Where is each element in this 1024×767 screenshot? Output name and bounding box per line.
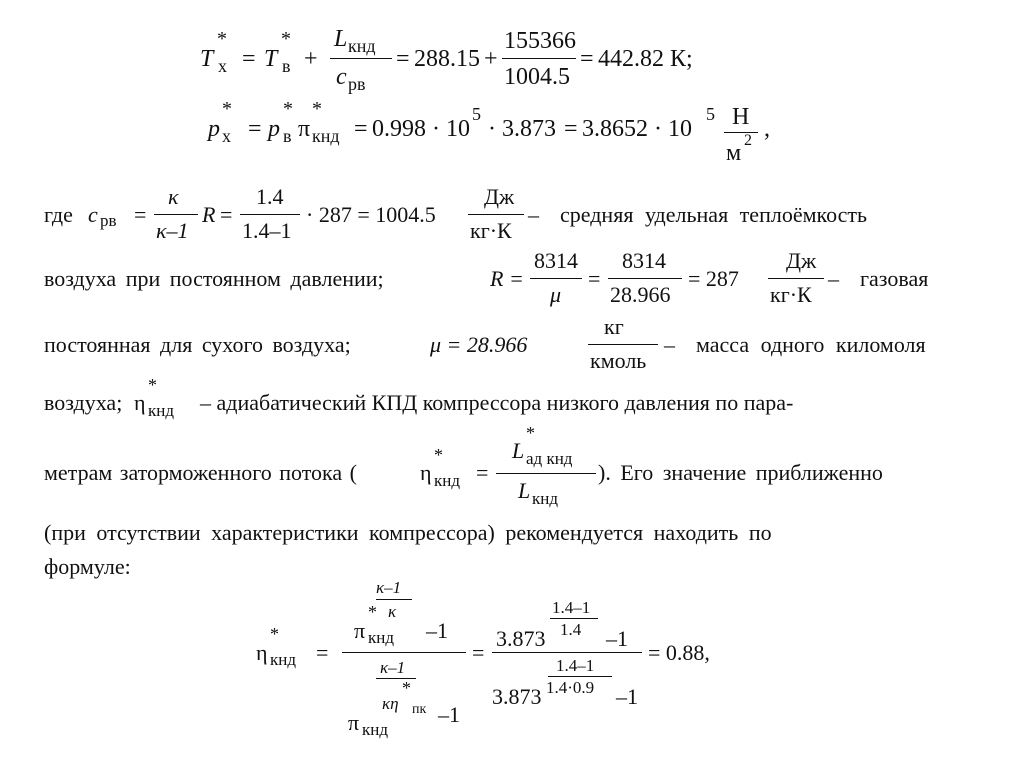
ff-pi2-star: *: [402, 678, 411, 698]
eq-r2: =: [588, 266, 601, 291]
ff-eta-star: *: [270, 624, 279, 644]
tx-val1: 288.15: [414, 46, 480, 72]
tx-rhs-star: *: [281, 28, 291, 50]
px-unit-den: м: [726, 140, 742, 166]
tx-eq3: =: [580, 46, 594, 72]
ff-v-exp2-den: 1.4·0.9: [546, 678, 595, 697]
dash-3: –: [664, 332, 675, 357]
R-sym: R: [202, 202, 216, 227]
tx-frac-bar2: [502, 58, 576, 59]
tx-frac-bar1: [330, 58, 392, 59]
ff-exp2-num: κ–1: [380, 658, 406, 677]
ff-eq2: =: [472, 640, 485, 665]
r-den2: 28.966: [610, 282, 671, 307]
unit-kgk: кг·К: [470, 218, 512, 243]
L-knd: L: [518, 478, 531, 503]
r-val: = 287: [688, 266, 739, 291]
ff-val2: 3.873: [492, 684, 542, 709]
unit-kg: кг: [604, 314, 624, 339]
tx-num-L-sub: кнд: [348, 36, 376, 56]
ff-exp-bar: [376, 599, 412, 600]
tx-frac-den: 1004.5: [504, 64, 570, 90]
para-line-3: [44, 314, 984, 374]
eta-1-sub: кнд: [148, 401, 175, 420]
ff-eta: η: [256, 640, 268, 665]
tx-lhs-star: *: [217, 28, 227, 50]
px-lhs-star: *: [222, 98, 232, 120]
tx-den-c-sub: рв: [348, 74, 366, 94]
L-knd-sub: кнд: [532, 489, 559, 508]
L-bar: [496, 473, 596, 474]
unit-bar-3: [588, 344, 658, 345]
c-rv-sub: рв: [100, 211, 117, 230]
ff-exp2-den: κη: [382, 694, 399, 713]
px-pi-sub: кнд: [312, 126, 340, 146]
text-line9-tail: ). Его значение приближенно: [598, 460, 883, 485]
px-pi-star: *: [312, 98, 322, 120]
c-rv: c: [88, 202, 98, 227]
ff-pi-sub: кнд: [368, 628, 395, 647]
text-line5-tail: масса одного киломоля: [696, 332, 926, 357]
dash-1: –: [528, 202, 539, 227]
eq-eta2: =: [476, 460, 489, 485]
ff-minus1-3: –1: [606, 626, 628, 651]
para-line-2: [44, 248, 984, 308]
ff-v-exp-den: 1.4: [560, 620, 582, 639]
px-eq3: =: [564, 116, 578, 142]
ff-v-exp2-bar: [548, 676, 612, 677]
text-line7-tail: – адиабатический КПД компрессора низкого давления по пара-: [200, 390, 794, 415]
ff-main-bar2: [492, 652, 642, 653]
eta-1: η: [134, 390, 146, 415]
px-rhs-sub: в: [283, 126, 292, 146]
px-rhs-star: *: [283, 98, 293, 120]
kappa-bar: [154, 214, 198, 215]
ff-v-exp2-num: 1.4–1: [556, 656, 595, 675]
px-rhs: p: [268, 116, 280, 142]
ff-main-bar: [342, 652, 466, 653]
px-tail: ,: [764, 116, 770, 142]
tx-den-c: c: [336, 64, 347, 90]
ff-pi2: π: [348, 710, 360, 735]
para-line-4: [44, 375, 984, 428]
unit-bar-2: [768, 278, 824, 279]
tx-lhs-sub: х: [218, 56, 227, 76]
ff-exp-den: κ: [388, 602, 397, 621]
tx-frac-num: 155366: [504, 28, 576, 54]
px-exp1: 5: [472, 104, 481, 124]
ff-v-exp-num: 1.4–1: [552, 598, 591, 617]
px-lhs: p: [208, 116, 220, 142]
f14-den: 1.4–1: [242, 218, 292, 243]
tx-eq1: =: [242, 46, 256, 72]
eta-2-star: *: [434, 445, 443, 465]
text-line1-tail: средняя удельная теплоёмкость: [560, 202, 868, 227]
ff-pi: π: [354, 618, 366, 643]
text-line4: постоянная для сухого воздуха;: [44, 332, 351, 357]
px-exp2: 5: [706, 104, 715, 124]
text-line3-tail: газовая: [860, 266, 929, 291]
kappa-num: κ: [168, 184, 179, 209]
tx-num-L: L: [334, 26, 348, 52]
eq-c: =: [134, 202, 147, 227]
ff-minus1-2: –1: [438, 702, 460, 727]
word-gde: где: [44, 202, 73, 227]
eta-1-star: *: [148, 375, 157, 395]
ff-v-exp-bar: [550, 618, 598, 619]
ff-minus1-4: –1: [616, 684, 638, 709]
f14-bar: [240, 214, 300, 215]
val-287: · 287 = 1004.5: [306, 202, 436, 227]
unit-kmol: кмоль: [590, 348, 647, 373]
ff-val: 3.873: [496, 626, 546, 651]
mu-eq: μ = 28.966: [430, 332, 528, 357]
unit-kgk-2: кг·К: [770, 282, 812, 307]
ff-pi2-sub: кнд: [362, 720, 389, 739]
kappa-den: κ–1: [156, 218, 189, 243]
r-bar2: [608, 278, 682, 279]
px-eq2: =: [354, 116, 368, 142]
L-ad: L: [512, 438, 525, 463]
para-line-5: [44, 423, 984, 508]
unit-bar-1: [468, 214, 524, 215]
tx-plus2: +: [484, 46, 498, 72]
unit-dzh: Дж: [484, 184, 515, 209]
ff-minus1: –1: [426, 618, 448, 643]
tx-rhs-sub: в: [282, 56, 291, 76]
tx-lhs: T: [200, 46, 214, 72]
ff-eta-sub: кнд: [270, 650, 297, 669]
ff-exp2-den-sub: пк: [412, 702, 427, 717]
f14-num: 1.4: [256, 184, 284, 209]
px-mult: · 3.873: [488, 116, 556, 142]
eq-R1: =: [220, 202, 233, 227]
px-eq1: =: [248, 116, 262, 142]
L-ad-sub: ад кнд: [526, 449, 573, 468]
text-line8: метрам заторможенного потока (: [44, 460, 357, 485]
px-unit-bar: [724, 132, 758, 133]
px-result: 3.8652 · 10: [582, 116, 692, 142]
ff-eq1: =: [316, 640, 329, 665]
para-line-7: формуле:: [44, 554, 131, 579]
tx-result: 442.82 К;: [598, 46, 693, 72]
text-line2: воздуха при постоянном давлении;: [44, 266, 384, 291]
ff-exp-num: κ–1: [376, 578, 402, 597]
r-num: 8314: [534, 248, 578, 273]
para-line-1: [44, 184, 984, 244]
tx-plus: +: [304, 46, 318, 72]
para-line-6: (при отсутствии характеристики компрессора) рекомендуется находить по: [44, 520, 772, 545]
r-den: μ: [550, 282, 562, 307]
formula-px: [208, 96, 808, 176]
tx-eq2: =: [396, 46, 410, 72]
px-value: 0.998 · 10: [372, 116, 470, 142]
px-unit-num: Н: [732, 104, 750, 130]
ff-pi-star: *: [368, 602, 377, 622]
r-num2: 8314: [622, 248, 666, 273]
text-line6: воздуха;: [44, 390, 123, 415]
px-unit-den-sup: 2: [744, 132, 752, 149]
L-ad-star: *: [526, 423, 535, 443]
ff-result: = 0.88,: [648, 640, 710, 665]
eta-2-sub: кнд: [434, 471, 461, 490]
dash-2: –: [828, 266, 839, 291]
px-pi: π: [298, 116, 311, 142]
r-bar: [530, 278, 582, 279]
tx-rhs-T: T: [264, 46, 278, 72]
px-lhs-sub: х: [222, 126, 231, 146]
R-eq: R =: [490, 266, 524, 291]
eta-2: η: [420, 460, 432, 485]
final-formula: [256, 574, 756, 764]
unit-dzh-2: Дж: [786, 248, 817, 273]
